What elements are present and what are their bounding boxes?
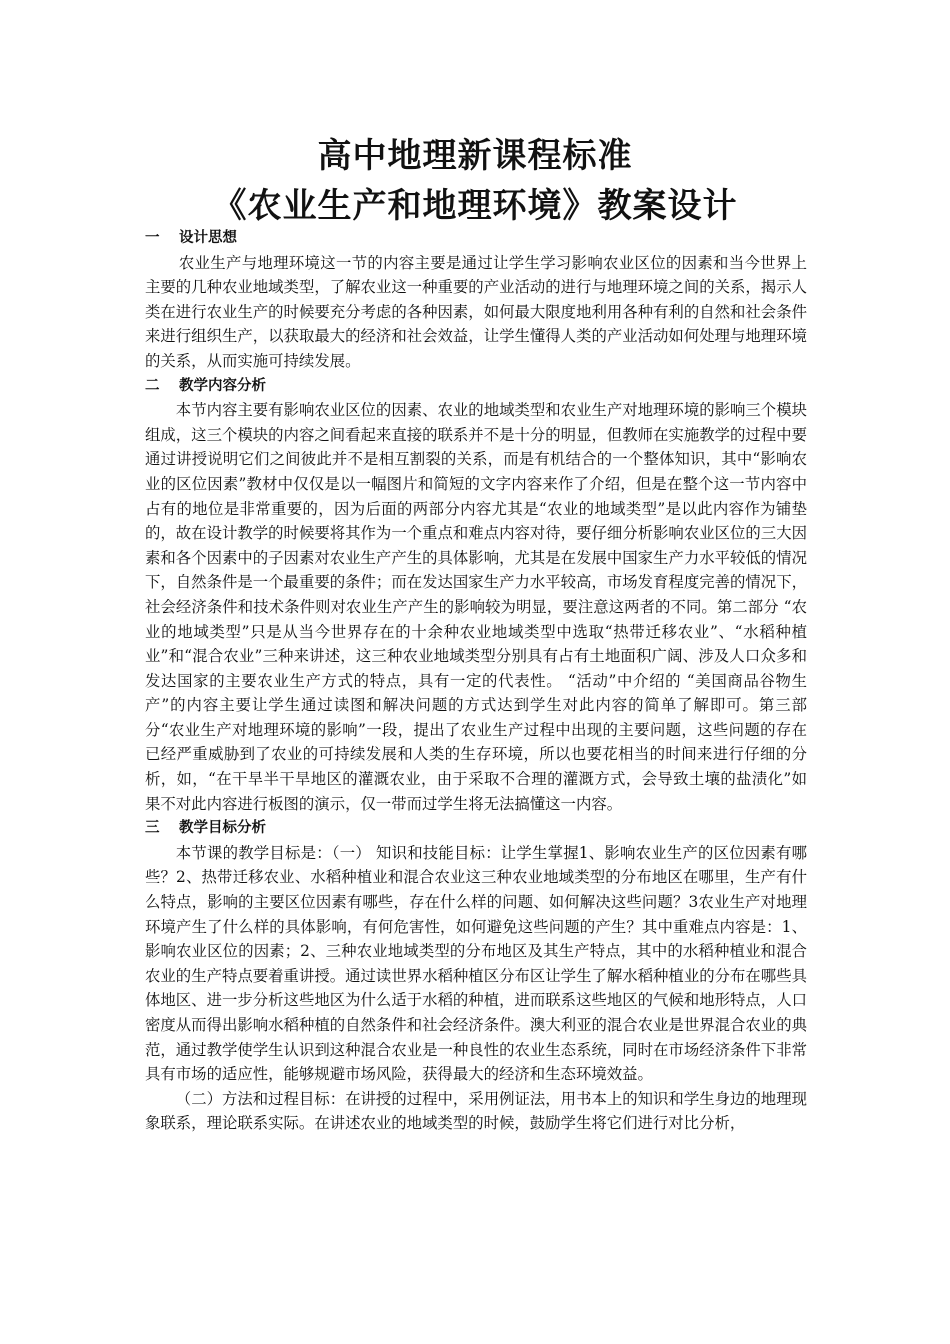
section-heading	[145, 816, 807, 841]
document-title: 高中地理新课程标准	[317, 136, 633, 176]
paragraph: 本节课的教学目标是：（一） 知识和技能目标：让学生掌握1、影响农业生产的区位因素有哪些？2、热带迁移农业、水稻种植业和混合农业这三种农业地域类型的分布地区在哪里，生产有什么特点，影响的主要区位因素有哪些，存在什么样的问题、如何解决这些问题？3农业生产对地理环境产生了什么样的具体影响，有何危害性，如何避免这些问题的产生？其中重难点内容是：1、影响农业区位的因素；2、三种农业地域类型的分布地区及其生产特点，其中的水稻种植业和混合农业的生产特点要着重讲授。通过读世界水稻种植区分布区让学生了解水稻种植业的分布在哪些具体地区、进一步分析这些地区为什么适于水稻的种植，进而联系这些地区的气候和地形特点，人口密度从而得出影响水稻种植的自然条件和社会经济条件。澳大利亚的混合农业是世界混合农业的典范，通过教学使学生认识到这种混合农业是一种良性的农业生态系统，同时在市场经济条件下非常具有市场的适应性，能够规避市场风险，获得最大的经济和生态环境效益。	[145, 843, 807, 1084]
section-heading	[145, 226, 807, 251]
section-objective-analysis	[145, 816, 807, 1136]
document-subtitle: 《农业生产和地理环境》教案设计	[212, 186, 738, 226]
section-design-idea	[145, 226, 807, 374]
paragraph: （二）方法和过程目标：在讲授的过程中，采用例证法，用书本上的知识和学生身边的地理现象联系，理论联系实际。在讲述农业的地域类型的时候，鼓励学生将它们进行对比分析，	[145, 1089, 807, 1133]
section-number: 二	[145, 377, 160, 394]
section-number: 三	[145, 820, 160, 837]
document-body	[145, 226, 807, 1136]
section-title: 设计思想	[179, 230, 237, 246]
paragraph: 农业生产与地理环境这一节的内容主要是通过让学生学习影响农业区位的因素和当今世界上主要的几种农业地域类型，了解农业这一种重要的产业活动的进行与地理环境之间的关系，揭示人类在进行农业生产的时候要充分考虑的各种因素，如何最大限度地利用各种有利的自然和社会条件来进行组织生产，以获取最大的经济和社会效益，让学生懂得人类的产业活动如何处理与地理环境的关系，从而实施可持续发展。	[145, 253, 807, 370]
section-content-analysis	[145, 374, 807, 817]
section-number: 一	[145, 230, 160, 246]
section-title: 教学内容分析	[179, 377, 266, 394]
section-title: 教学目标分析	[179, 820, 266, 837]
section-heading	[145, 374, 807, 399]
paragraph: 本节内容主要有影响农业区位的因素、农业的地域类型和农业生产对地理环境的影响三个模块组成，这三个模块的内容之间看起来直接的联系并不是十分的明显，但教师在实施教学的过程中要通过讲授说明它们之间彼此并不是相互割裂的关系，而是有机结合的一个整体知识，其中“影响农业的区位因素”教材中仅仅是以一幅图片和简短的文字内容来作了介绍，但是在整个这一节内容中占有的地位是非常重要的，因为后面的两部分内容尤其是“农业的地域类型”是以此内容作为铺垫的，故在设计教学的时候要将其作为一个重点和难点内容对待，要仔细分析影响农业区位的三大因素和各个因素中的子因素对农业生产产生的具体影响，尤其是在发展中国家生产力水平较低的情况下，自然条件是一个最重要的条件；而在发达国家生产力水平较高，市场发育程度完善的情况下，社会经济条件和技术条件则对农业生产产生的影响较为明显，要注意这两者的不同。第二部分 “农业的地域类型”只是从当今世界存在的十余种农业地域类型中选取“热带迁移农业”、“水稻种植业”和“混合农业”三种来讲述，这三种农业地域类型分别具有占有土地面积广阔、涉及人口众多和发达国家的主要农业生产方式的特点，具有一定的代表性。 “活动”中介绍的 “美国商品谷物生产”的内容主要让学生通过读图和解决问题的方式达到学生对此内容的简单了解即可。第三部分“农业生产对地理环境的影响”一段，提出了农业生产过程中出现的主要问题，这些问题的存在已经严重威胁到了农业的可持续发展和人类的生存环境，所以也要花相当的时间来进行仔细的分析，如，“在干旱半干旱地区的灌溉农业，由于采取不合理的灌溉方式，会导致土壤的盐渍化”如果不对此内容进行板图的演示，仅一带而过学生将无法搞懂这一内容。	[145, 401, 807, 813]
